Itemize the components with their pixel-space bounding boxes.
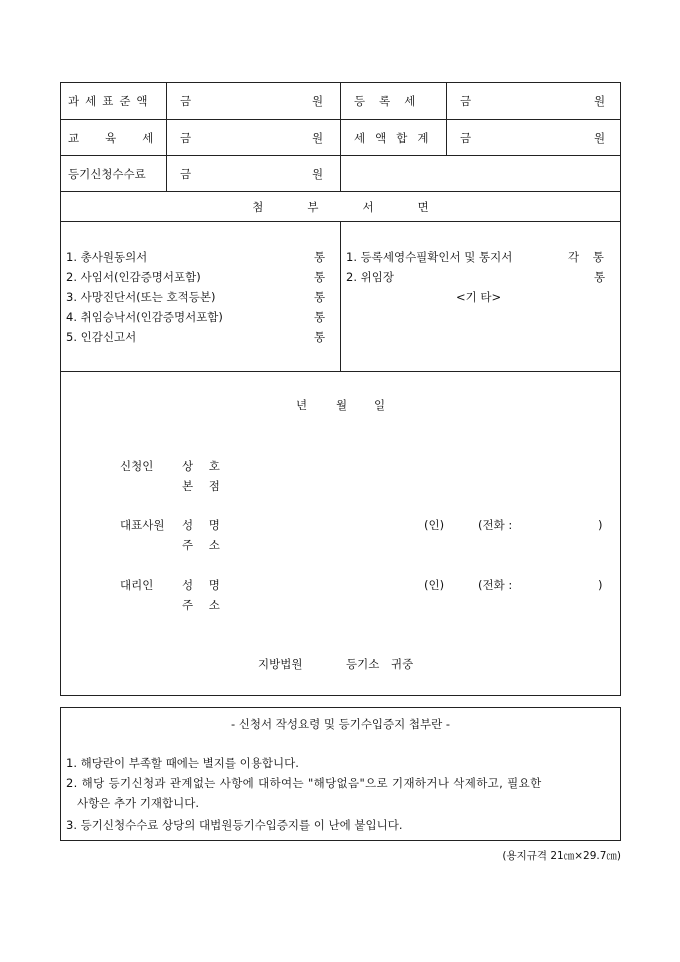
registry-label: 등기소 귀중 bbox=[346, 657, 414, 671]
agent-name-label: 성 명 bbox=[182, 578, 226, 592]
education-tax-label: 교육세 bbox=[68, 131, 180, 145]
date-year: 년 bbox=[296, 398, 308, 412]
list-item-unit: 통 bbox=[594, 270, 606, 284]
list-item: 5. 인감신고서 bbox=[66, 330, 137, 344]
registration-tax-label: 등록세 bbox=[354, 94, 430, 108]
head-office-label: 본 점 bbox=[182, 479, 226, 493]
list-item: 3. 사망진단서(또는 호적등본) bbox=[66, 290, 216, 304]
registry-fee-label: 등기신청수수료 bbox=[68, 167, 146, 181]
agent-phone-close: ) bbox=[598, 578, 603, 592]
agent-label: 대리인 bbox=[120, 578, 154, 592]
rep-phone-label: (전화 : bbox=[478, 518, 513, 532]
rep-seal-label: (인) bbox=[424, 518, 445, 532]
note-item: 1. 해당란이 부족할 때에는 별지를 이용합니다. bbox=[66, 756, 299, 770]
registry-fee-won: 원 bbox=[312, 167, 324, 181]
list-item-unit: 통 bbox=[314, 330, 326, 344]
registration-tax-amount-prefix: 금 bbox=[460, 94, 472, 108]
list-item: 1. 총사원동의서 bbox=[66, 250, 148, 264]
rep-address-label: 주 소 bbox=[182, 538, 226, 552]
tax-base-amount-prefix: 금 bbox=[180, 94, 192, 108]
representative-label: 대표사원 bbox=[120, 518, 165, 532]
education-tax-amount-prefix: 금 bbox=[180, 131, 192, 145]
rep-name-label: 성 명 bbox=[182, 518, 226, 532]
list-item-unit: 통 bbox=[314, 250, 326, 264]
rep-phone-close: ) bbox=[598, 518, 603, 532]
agent-address-label: 주 소 bbox=[182, 598, 226, 612]
applicant-label: 신청인 bbox=[120, 459, 154, 473]
list-item: 1. 등록세영수필확인서 및 통지서 bbox=[346, 250, 513, 264]
total-tax-label: 세액합계 bbox=[354, 131, 439, 145]
agent-phone-label: (전화 : bbox=[478, 578, 513, 592]
trade-name-label: 상 호 bbox=[182, 459, 226, 473]
note-item: 사항은 추가 기재합니다. bbox=[66, 796, 200, 810]
agent-seal-label: (인) bbox=[424, 578, 445, 592]
list-item-unit: 통 bbox=[314, 290, 326, 304]
note-item: 3. 등기신청수수료 상당의 대법원등기수입증지를 이 난에 붙입니다. bbox=[66, 818, 403, 832]
attachments-header: 첨부서면 bbox=[252, 200, 473, 214]
date-month: 월 bbox=[336, 398, 348, 412]
list-item-unit: 각 통 bbox=[568, 250, 604, 264]
notes-title: - 신청서 작성요령 및 등기수입증지 첩부란 - bbox=[230, 717, 451, 731]
date-day: 일 bbox=[374, 398, 386, 412]
education-tax-won: 원 bbox=[312, 131, 324, 145]
list-item: 2. 사임서(인감증명서포함) bbox=[66, 270, 201, 284]
total-tax-amount-prefix: 금 bbox=[460, 131, 472, 145]
list-item-unit: 통 bbox=[314, 310, 326, 324]
note-item: 2. 해당 등기신청과 관계없는 사항에 대하여는 "해당없음"으로 기재하거나 삭제하고, 필요한 bbox=[66, 776, 542, 790]
list-item-unit: 통 bbox=[314, 270, 326, 284]
total-tax-won: 원 bbox=[594, 131, 606, 145]
tax-base-label: 과세표준액 bbox=[68, 94, 154, 108]
other-label: <기 타> bbox=[456, 290, 502, 304]
court-label: 지방법원 bbox=[258, 657, 303, 671]
tax-base-won: 원 bbox=[312, 94, 324, 108]
list-item: 4. 취임승낙서(인감증명서포함) bbox=[66, 310, 223, 324]
registration-tax-won: 원 bbox=[594, 94, 606, 108]
list-item: 2. 위임장 bbox=[346, 270, 394, 284]
registry-fee-amount-prefix: 금 bbox=[180, 167, 192, 181]
paper-size-note: (용지규격 21㎝×29.7㎝) bbox=[502, 850, 621, 862]
